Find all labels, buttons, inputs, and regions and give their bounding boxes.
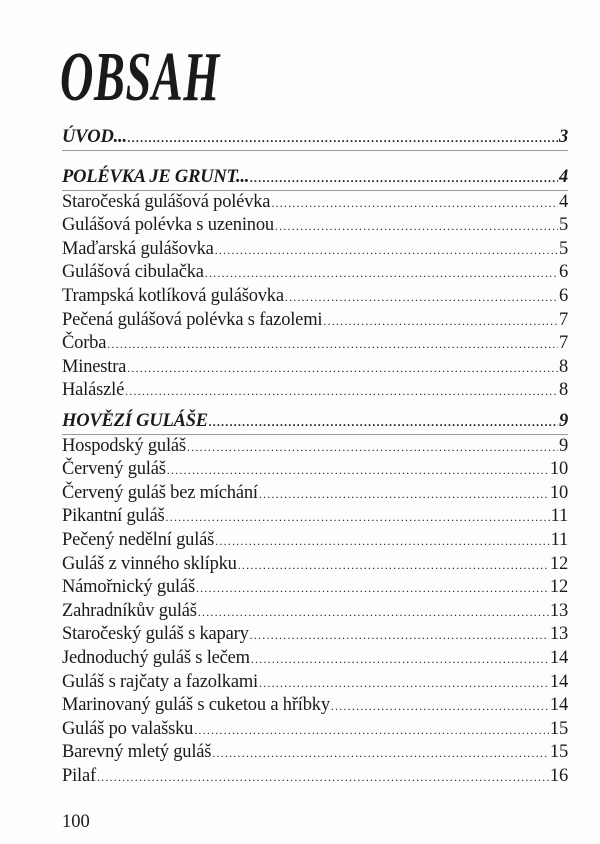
toc-entry-label: HOVĚZÍ GULÁŠE: [62, 411, 208, 431]
page-title: OBSAH: [60, 39, 220, 116]
dot-leader: [125, 380, 558, 404]
dot-leader: [238, 554, 549, 578]
toc-entry-page: 14: [549, 647, 568, 668]
toc-section-polevka: [62, 166, 568, 403]
toc-entry[interactable]: [62, 261, 568, 285]
toc-entry[interactable]: [62, 671, 568, 695]
toc-entry[interactable]: [62, 765, 568, 789]
toc-entry-label: Guláš po valašsku: [62, 718, 194, 739]
dot-leader: [259, 483, 549, 507]
toc-entry[interactable]: [62, 309, 568, 333]
dot-leader: [250, 624, 549, 648]
toc-entry-page: 14: [549, 695, 568, 716]
toc-entry[interactable]: [62, 238, 568, 262]
toc-entry-label: Pikantní guláš: [62, 506, 165, 527]
dot-leader: [209, 411, 558, 435]
toc-entry-label: Barevný mletý guláš: [62, 742, 212, 763]
toc-entry-page: 8: [558, 380, 568, 401]
toc-entry-page: 4: [558, 191, 568, 212]
toc-section-heading[interactable]: [62, 410, 568, 435]
toc-entry-page: 15: [549, 718, 568, 739]
toc-entry-label: Guláš s rajčaty a fazolkami: [62, 671, 258, 692]
toc-entry-page: 5: [558, 215, 568, 236]
dot-leader: [331, 695, 549, 719]
toc-entry-page: 16: [549, 765, 568, 786]
toc-entry-label: Pečená gulášová polévka s fazolemi: [62, 309, 323, 330]
toc-section-heading[interactable]: [62, 166, 568, 191]
dot-leader: [275, 215, 558, 239]
toc-entry-page: 11: [550, 506, 568, 527]
toc-entry-label: Námořnický guláš: [62, 577, 195, 598]
dot-leader: [215, 530, 549, 554]
dot-leader: [194, 719, 549, 743]
toc-entry-label: Staročeská gulášová polévka: [62, 191, 271, 212]
dot-leader: [187, 436, 558, 460]
dot-leader: [166, 506, 550, 530]
dot-leader: [251, 648, 549, 672]
toc-entry-page: 11: [550, 529, 568, 550]
toc-entry[interactable]: [62, 214, 568, 238]
toc-entry-label: Hospodský guláš: [62, 435, 186, 456]
toc-entry-label: Guláš z vinného sklípku: [62, 553, 237, 574]
toc-entry[interactable]: [62, 458, 568, 482]
toc-section-uvod: [62, 126, 568, 151]
dot-leader: [127, 357, 558, 381]
toc-entry-label: Trampská kotlíková gulášovka: [62, 285, 284, 306]
dot-leader: [285, 286, 558, 310]
toc-entry-page: 13: [549, 624, 568, 645]
toc-entry-label: Pečený nedělní guláš: [62, 529, 215, 550]
toc-entry-label: POLÉVKA JE GRUNT...: [62, 167, 250, 187]
toc-entry-label: Červený guláš bez míchání: [62, 482, 258, 503]
toc-entry-page: 10: [549, 459, 568, 480]
toc-entry[interactable]: [62, 576, 568, 600]
toc-entry-page: 6: [558, 285, 568, 306]
toc-entry[interactable]: [62, 482, 568, 506]
toc-entry-label: Marinovaný guláš s cuketou a hříbky: [62, 695, 330, 716]
dot-leader: [198, 601, 549, 625]
toc-entry-label: Pilaf: [62, 765, 96, 786]
toc-entry[interactable]: [62, 553, 568, 577]
toc-entry[interactable]: [62, 647, 568, 671]
dot-leader: [323, 310, 558, 334]
toc-entry[interactable]: [62, 718, 568, 742]
dot-leader: [215, 239, 558, 263]
dot-leader: [271, 192, 558, 216]
toc-entry[interactable]: [62, 356, 568, 380]
toc-entry[interactable]: [62, 623, 568, 647]
toc-entry-page: 7: [558, 333, 568, 354]
toc-entry-page: 9: [558, 435, 568, 456]
toc-entry[interactable]: [62, 694, 568, 718]
toc-entry[interactable]: [62, 191, 568, 215]
toc-entry-page: 9: [558, 411, 568, 431]
toc-entry-page: 15: [549, 742, 568, 763]
toc-entry-page: 6: [558, 262, 568, 283]
dot-leader: [212, 742, 549, 766]
toc-entry-page: 7: [558, 309, 568, 330]
toc-entry[interactable]: [62, 600, 568, 624]
toc-section-hovezi: [62, 410, 568, 789]
toc-entry-label: Halászlé: [62, 380, 125, 401]
dot-leader: [97, 766, 549, 790]
toc-entry-page: 10: [549, 482, 568, 503]
toc-entry-label: ÚVOD...: [62, 127, 127, 147]
dot-leader: [107, 333, 558, 357]
toc-section-heading[interactable]: [62, 126, 568, 151]
toc-entry-label: Červený guláš: [62, 459, 166, 480]
toc-entry[interactable]: [62, 741, 568, 765]
toc-entry-page: 5: [558, 238, 568, 259]
dot-leader: [167, 459, 549, 483]
dot-leader: [259, 672, 549, 696]
toc-entry-label: Gulášová cibulačka: [62, 262, 204, 283]
toc-entry[interactable]: [62, 529, 568, 553]
toc-entry[interactable]: [62, 332, 568, 356]
toc-entry-label: Staročeský guláš s kapary: [62, 624, 249, 645]
toc-entry-page: 12: [549, 553, 568, 574]
toc-entry[interactable]: [62, 285, 568, 309]
dot-leader: [128, 127, 558, 151]
toc-entry-label: Jednoduchý guláš s lečem: [62, 647, 250, 668]
dot-leader: [205, 262, 558, 286]
toc-entry-page: 13: [549, 600, 568, 621]
toc-entry-label: Čorba: [62, 333, 107, 354]
toc-entry-label: Minestra: [62, 356, 127, 377]
dot-leader: [196, 577, 549, 601]
toc-entry[interactable]: [62, 505, 568, 529]
toc-entry-label: Maďarská gulášovka: [62, 238, 214, 259]
page-number: 100: [62, 812, 90, 832]
toc-entry-label: Zahradníkův guláš: [62, 600, 197, 621]
toc-entry[interactable]: [62, 435, 568, 459]
toc-entry-page: 8: [558, 356, 568, 377]
toc-entry-label: Gulášová polévka s uzeninou: [62, 215, 274, 236]
toc-entry-page: 3: [558, 127, 568, 147]
dot-leader: [250, 167, 558, 191]
toc-entry-page: 12: [549, 577, 568, 598]
toc-entry-page: 4: [558, 167, 568, 187]
toc-entry-page: 14: [549, 671, 568, 692]
toc-entry[interactable]: [62, 379, 568, 403]
